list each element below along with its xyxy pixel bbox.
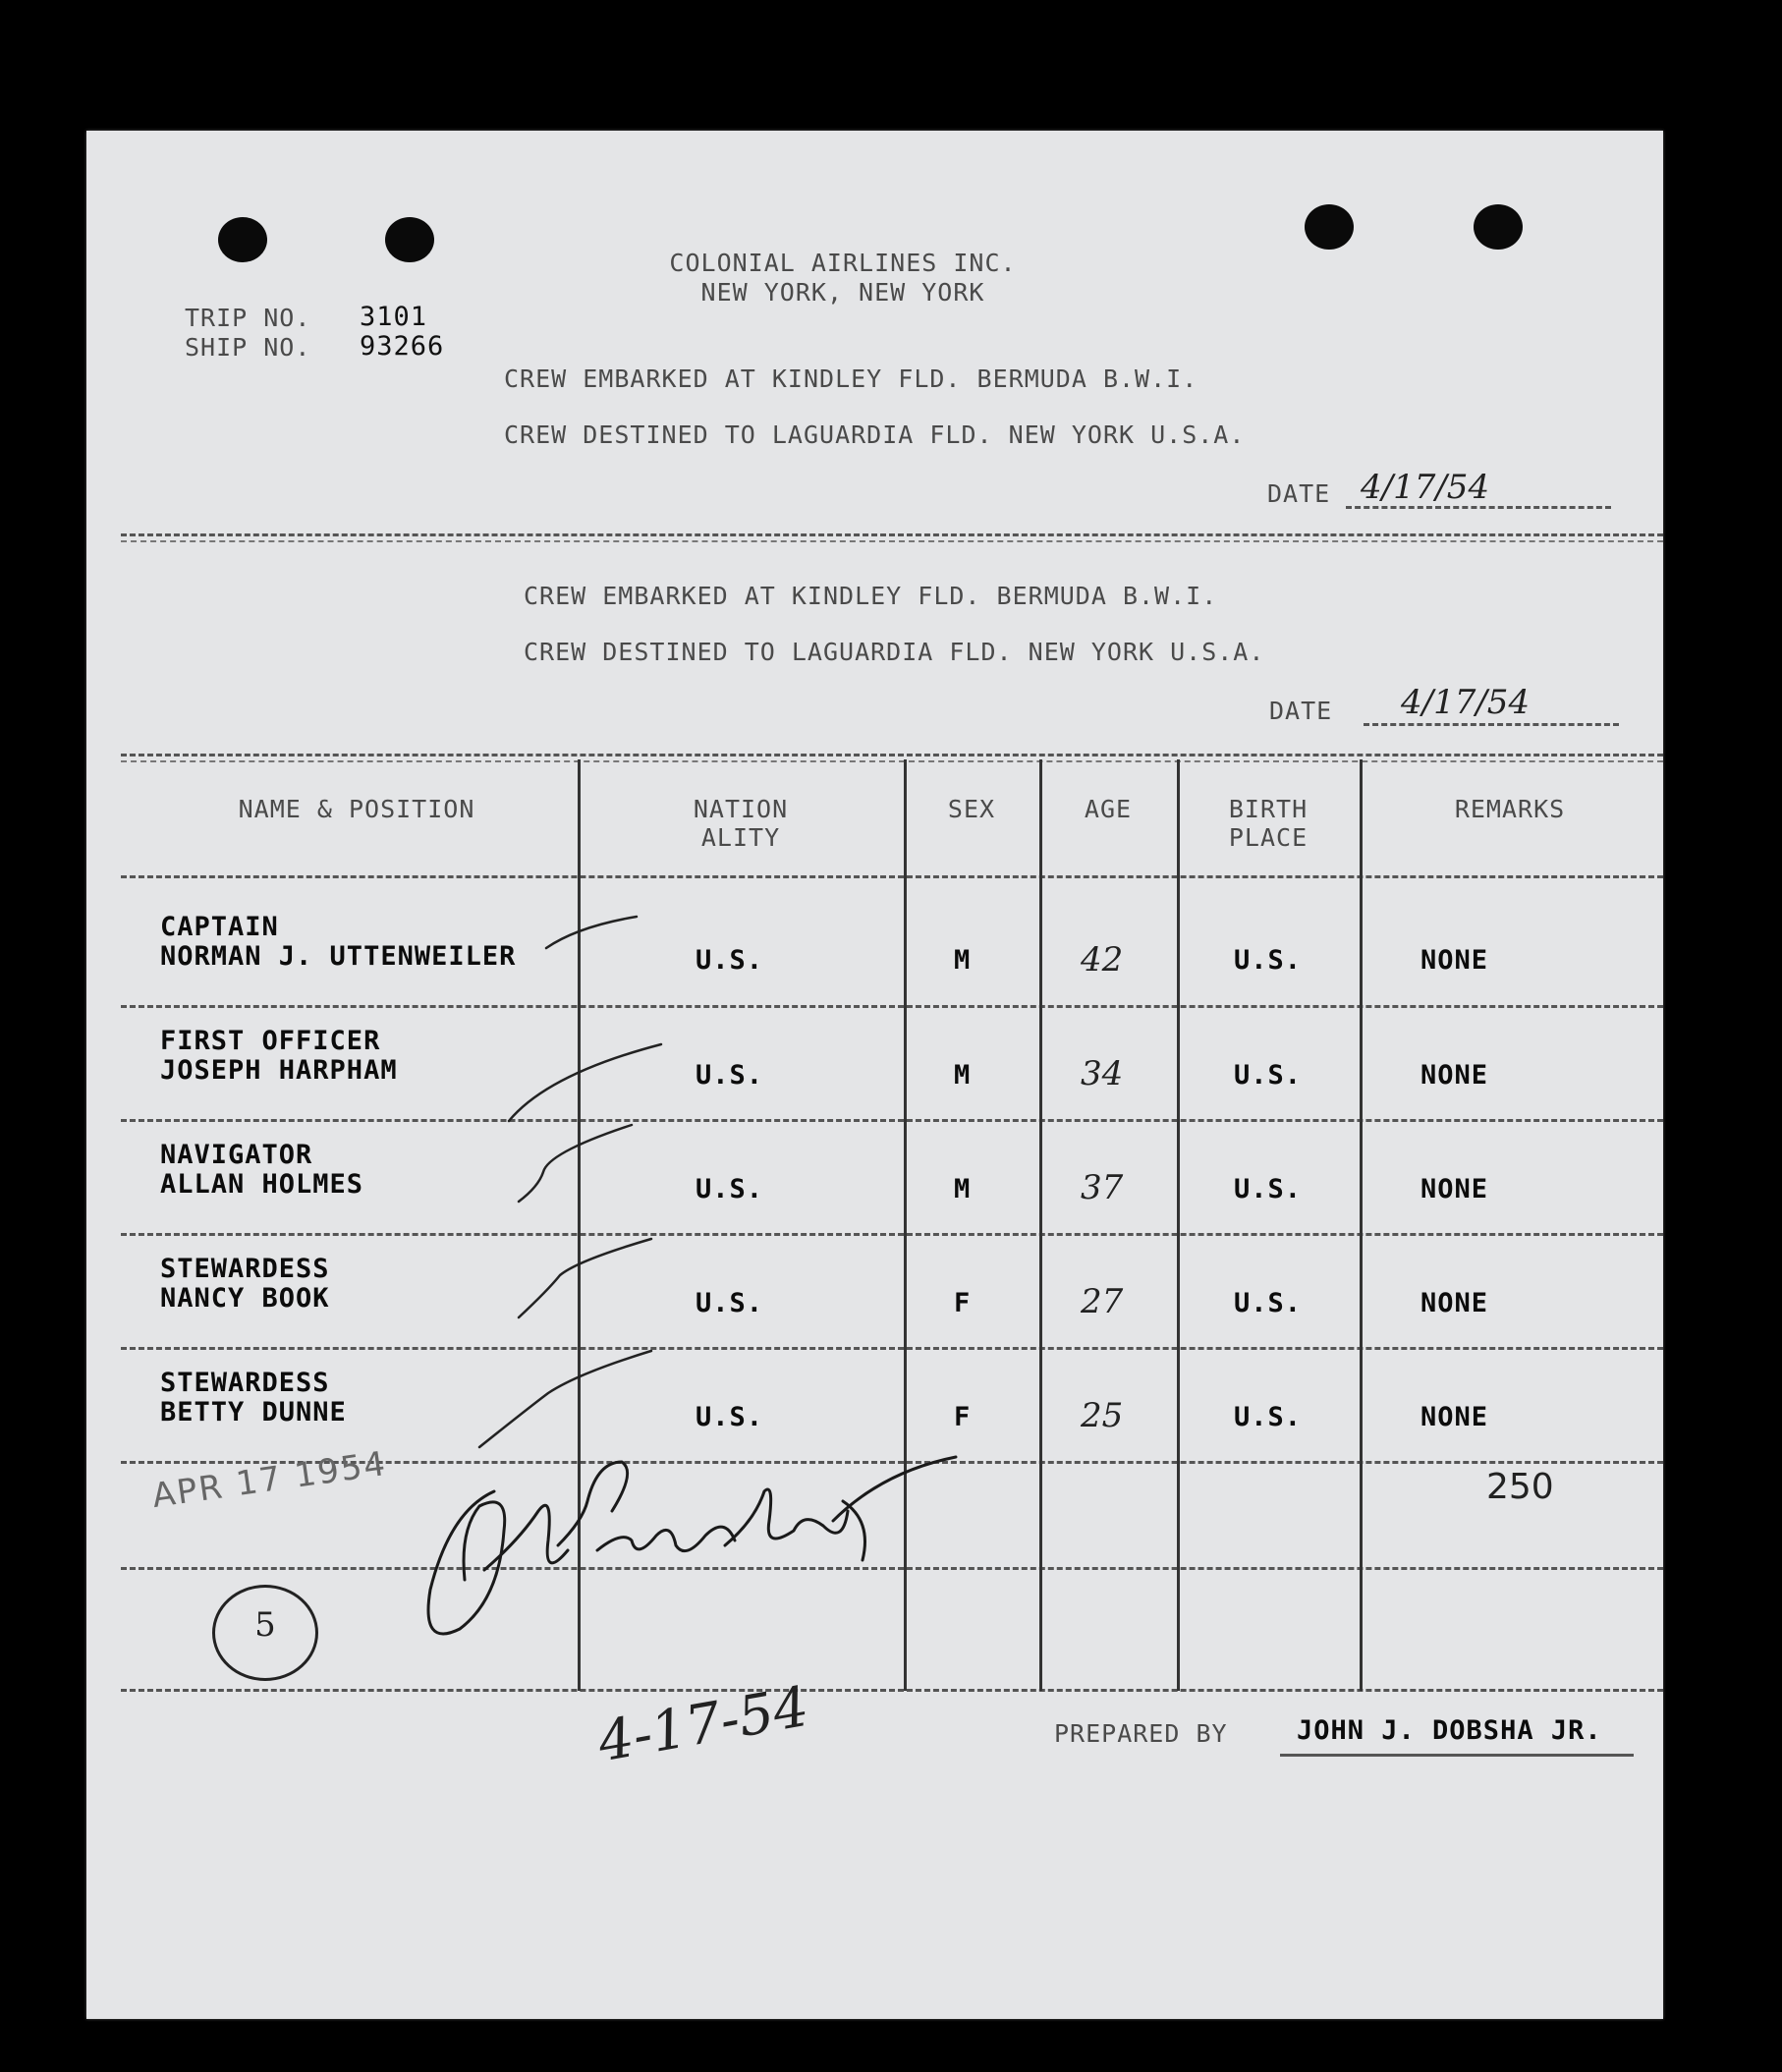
section2-destined: CREW DESTINED TO LAGUARDIA FLD. NEW YORK U.S.A. (524, 638, 1265, 666)
crew-nationality: U.S. (696, 1174, 764, 1204)
crew-nationality: U.S. (696, 1060, 764, 1091)
check-mark (546, 917, 637, 948)
section2-date: 4/17/54 (1401, 683, 1531, 722)
ship-label: SHIP NO. (185, 333, 311, 362)
trip-label: TRIP NO. (185, 304, 311, 332)
col-header-name: NAME & POSITION (238, 795, 475, 823)
col-header-sex: SEX (947, 795, 996, 823)
check-mark (479, 1351, 651, 1447)
handwritten-date: 4-17-54 (592, 1674, 814, 1775)
company-name: COLONIAL AIRLINES INC. (669, 249, 1017, 277)
ship-number: 93266 (360, 331, 445, 362)
crew-nationality: U.S. (696, 945, 764, 976)
prepared-by-underline (1280, 1754, 1634, 1757)
col-header-birthplace: BIRTH PLACE (1228, 795, 1309, 852)
section1-date: 4/17/54 (1361, 468, 1490, 507)
section2-date-label: DATE (1269, 697, 1333, 725)
check-mark (519, 1239, 651, 1317)
crew-birthplace: U.S. (1234, 1402, 1303, 1432)
crew-remarks: NONE (1420, 1288, 1489, 1318)
company-city: NEW YORK, NEW YORK (700, 278, 985, 307)
section1-date-label: DATE (1267, 479, 1331, 508)
manifest-sheet (86, 131, 1663, 2019)
circled-number-text: 5 (254, 1605, 276, 1645)
prepared-by-name: JOHN J. DOBSHA JR. (1297, 1715, 1602, 1746)
crew-name: NORMAN J. UTTENWEILER (160, 941, 517, 972)
crew-name: ALLAN HOLMES (160, 1169, 364, 1200)
crew-age: 25 (1081, 1396, 1124, 1435)
crew-position: NAVIGATOR (160, 1140, 313, 1170)
col-header-remarks: REMARKS (1454, 795, 1566, 823)
crew-nationality: U.S. (696, 1402, 764, 1432)
crew-age: 42 (1081, 940, 1124, 980)
check-mark (519, 1125, 632, 1202)
crew-birthplace: U.S. (1234, 945, 1303, 976)
col-header-nationality: NATION ALITY (693, 795, 789, 852)
crew-remarks: NONE (1420, 1402, 1489, 1432)
check-mark (509, 1044, 661, 1121)
section1-destined: CREW DESTINED TO LAGUARDIA FLD. NEW YORK U.S.A. (504, 420, 1246, 449)
crew-position: FIRST OFFICER (160, 1026, 381, 1056)
crew-nationality: U.S. (696, 1288, 764, 1318)
crew-birthplace: U.S. (1234, 1288, 1303, 1318)
crew-position: STEWARDESS (160, 1368, 330, 1398)
crew-name: BETTY DUNNE (160, 1397, 347, 1428)
crew-sex: F (954, 1288, 972, 1318)
crew-remarks: NONE (1420, 1060, 1489, 1091)
crew-birthplace: U.S. (1234, 1060, 1303, 1091)
crew-age: 34 (1081, 1054, 1124, 1093)
crew-birthplace: U.S. (1234, 1174, 1303, 1204)
crew-name: JOSEPH HARPHAM (160, 1055, 398, 1086)
crew-remarks: NONE (1420, 1174, 1489, 1204)
crew-remarks: NONE (1420, 945, 1489, 976)
trip-number: 3101 (360, 302, 428, 332)
section2-embarked: CREW EMBARKED AT KINDLEY FLD. BERMUDA B.W.I. (524, 582, 1218, 610)
circled-number (212, 1585, 318, 1681)
crew-sex: F (954, 1402, 972, 1432)
crew-sex: M (954, 1060, 972, 1091)
crew-sex: M (954, 1174, 972, 1204)
crew-position: CAPTAIN (160, 912, 279, 942)
crew-age: 27 (1081, 1282, 1124, 1321)
signature (411, 1452, 1039, 1668)
crew-sex: M (954, 945, 972, 976)
col-header-age: AGE (1084, 795, 1133, 823)
crew-position: STEWARDESS (160, 1254, 330, 1284)
section1-embarked: CREW EMBARKED AT KINDLEY FLD. BERMUDA B.W.I. (504, 364, 1198, 393)
received-stamp-date: APR 17 1954 (149, 1443, 390, 1516)
crew-name: NANCY BOOK (160, 1283, 330, 1314)
prepared-by-label: PREPARED BY (1054, 1719, 1228, 1748)
crew-age: 37 (1081, 1168, 1124, 1207)
note-number: 250 (1486, 1467, 1554, 1507)
